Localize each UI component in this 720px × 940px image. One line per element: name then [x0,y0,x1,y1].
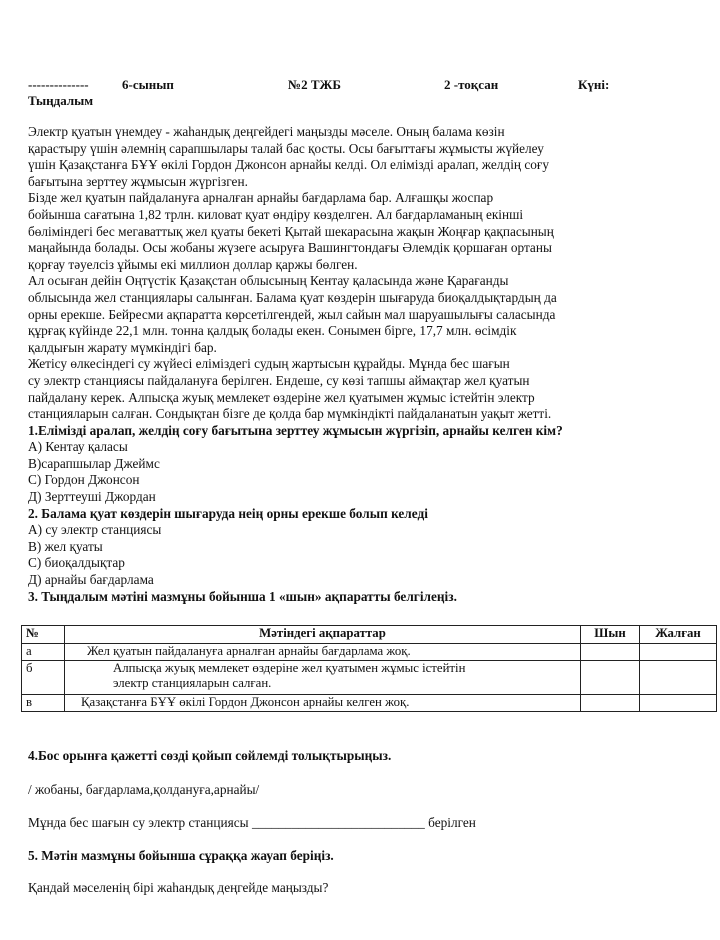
passage-line: бойынша сағатына 1,82 трлн. киловат қуат өндіру көзделген. Ал бағдарламаның екінші [28,206,524,222]
passage-line: станцияларын салған. Сондықтан бізге де қолда бар мүмкіндікті пайдаланатын уақыт жетті. [28,406,552,422]
passage-line: қалдығын жарату мүмкіндігі бар. [28,339,217,355]
question-5-prompt: Қандай мәселенің бірі жаһандық деңгейде маңызды? [28,880,329,895]
passage-line: қорғау тәуелсіз ұйымы екі миллион доллар қаржы бөлген. [28,256,358,272]
question-5: 5. Мәтін мазмұны бойынша сұраққа жауап беріңіз. [28,848,334,863]
passage-line: маңайында болады. Осы жобаны жүзеге асыруға Вашингтондағы Әлемдік қоршаған ортаны [28,240,552,256]
word-bank: / жобаны, бағдарлама,қолдануға,арнайы/ [28,782,260,797]
true-cell[interactable] [581,661,640,695]
section-title: Тыңдалым [28,93,94,108]
question-3: 3. Тыңдалым мәтіні мазмұны бойынша 1 «шын» ақпаратты белгілеңіз. [28,588,457,604]
header-date-label: Күні: [578,77,610,92]
q1-option-b[interactable]: В)сарапшылар Джеймс [28,455,160,471]
row-letter: б [22,661,65,695]
header-grade: 6-сынып [122,77,174,92]
passage-line: су электр станциясы пайдалануға берілген. Ендеше, су көзі тапшы аймақтар жел қуатын [28,372,530,388]
q2-option-b[interactable]: В) жел қуаты [28,538,103,554]
header-dashes: -------------- [28,77,89,92]
header-number: №2 ТЖБ [288,77,341,92]
q1-option-a[interactable]: А) Кентау қаласы [28,439,128,455]
table-row [22,644,717,661]
passage-line: үшін Қазақстанға БҰҰ өкілі Гордон Джонсон арнайы келді. Ол елімізді аралап, желдің соғу [28,157,549,173]
q2-option-d[interactable]: Д) арнайы бағдарлама [28,572,154,588]
passage-line: құрғақ күйінде 22,1 млн. тонна қалдық болады екен. Сонымен бірге, 17,7 млн. өсімдік [28,323,517,339]
passage-line: орны ерекше. Бейресми ақпаратта көрсетілгендей, жыл сайын мал шаруашылығы саласында [28,306,556,322]
statement-text: Жел қуатын пайдалануға арналған арнайы бағдарлама жоқ. [87,644,411,658]
true-false-table [21,625,717,712]
row-letter: в [22,695,65,712]
q1-option-d[interactable]: Д) Зерттеуші Джордан [28,489,156,505]
passage-line: бағытына зерттеу жұмысын жүргізген. [28,173,248,189]
sentence-end: берілген [428,815,476,830]
false-cell[interactable] [640,661,717,695]
row-letter: а [22,644,65,661]
table-row [22,695,717,712]
fill-sentence [28,815,476,831]
statement-text: Алпысқа жуық мемлекет өздеріне жел қуатымен жұмыс істейтін [113,661,466,675]
true-cell[interactable] [581,644,640,661]
table-row [22,661,717,695]
col-info-header: Мәтіндегі ақпараттар [65,626,581,644]
passage-line: Бізде жел қуатын пайдалануға арналған арнайы бағдарлама бар. Алғашқы жоспар [28,190,494,206]
true-cell[interactable] [581,695,640,712]
row-statement [65,644,581,661]
col-true-header: Шын [581,626,640,644]
q2-option-c[interactable]: С) биоқалдықтар [28,555,125,571]
passage-line: облысында жел станциялары салынған. Балама қуат көздерін шығаруда биоқалдықтардың да [28,289,557,305]
false-cell[interactable] [640,695,717,712]
table-header-row [22,626,717,644]
row-statement [65,695,581,712]
false-cell[interactable] [640,644,717,661]
question-4: 4.Бос орынға қажетті сөзді қойып сөйлемді толықтырыңыз. [28,748,392,763]
passage-line: қарастыру үшін әлемнің сарапшылары талай бас қосты. Осы бағыттағы жұмысты жүйелеу [28,140,544,156]
row-statement [65,661,581,695]
sentence-start: Мұнда бес шағын су электр станциясы [28,815,249,830]
passage-line: пайдалану керек. Алпысқа жуық мемлекет өздеріне жел қуатымен жұмыс істейтін электр [28,389,535,405]
passage-line: Ал осыған дейін Оңтүстік Қазақстан облысының Кентау қаласында және Қарағанды [28,273,509,289]
statement-text-continued: электр станцияларын салған. [113,676,272,690]
passage-line: Жетісу өлкесіндегі су жүйесі еліміздегі судың жартысын құрайды. Мұнда бес шағын [28,356,510,372]
question-1: 1.Елімізді аралап, желдің соғу бағытына зерттеу жұмысын жүргізіп, арнайы келген кім? [28,422,563,438]
blank-field[interactable]: __________________________ [251,815,425,830]
passage-line: бөліміндегі бес мегаваттық жел қуаты бекеті Қытай шекарасына жақын Жоңғар қақпасының [28,223,554,239]
col-number-header: № [22,626,65,644]
statement-text: Қазақстанға БҰҰ өкілі Гордон Джонсон арнайы келген жоқ. [81,695,410,709]
col-false-header: Жалған [640,626,717,644]
reading-section [28,124,708,605]
q2-option-a[interactable]: А) су электр станциясы [28,522,162,538]
header-quarter: 2 -тоқсан [444,77,499,92]
question-2: 2. Балама қуат көздерін шығаруда неің орны ерекше болып келеді [28,505,428,521]
q1-option-c[interactable]: С) Гордон Джонсон [28,472,140,488]
passage-line: Электр қуатын үнемдеу - жаһандық деңгейдегі маңызды мәселе. Оның балама көзін [28,124,505,139]
